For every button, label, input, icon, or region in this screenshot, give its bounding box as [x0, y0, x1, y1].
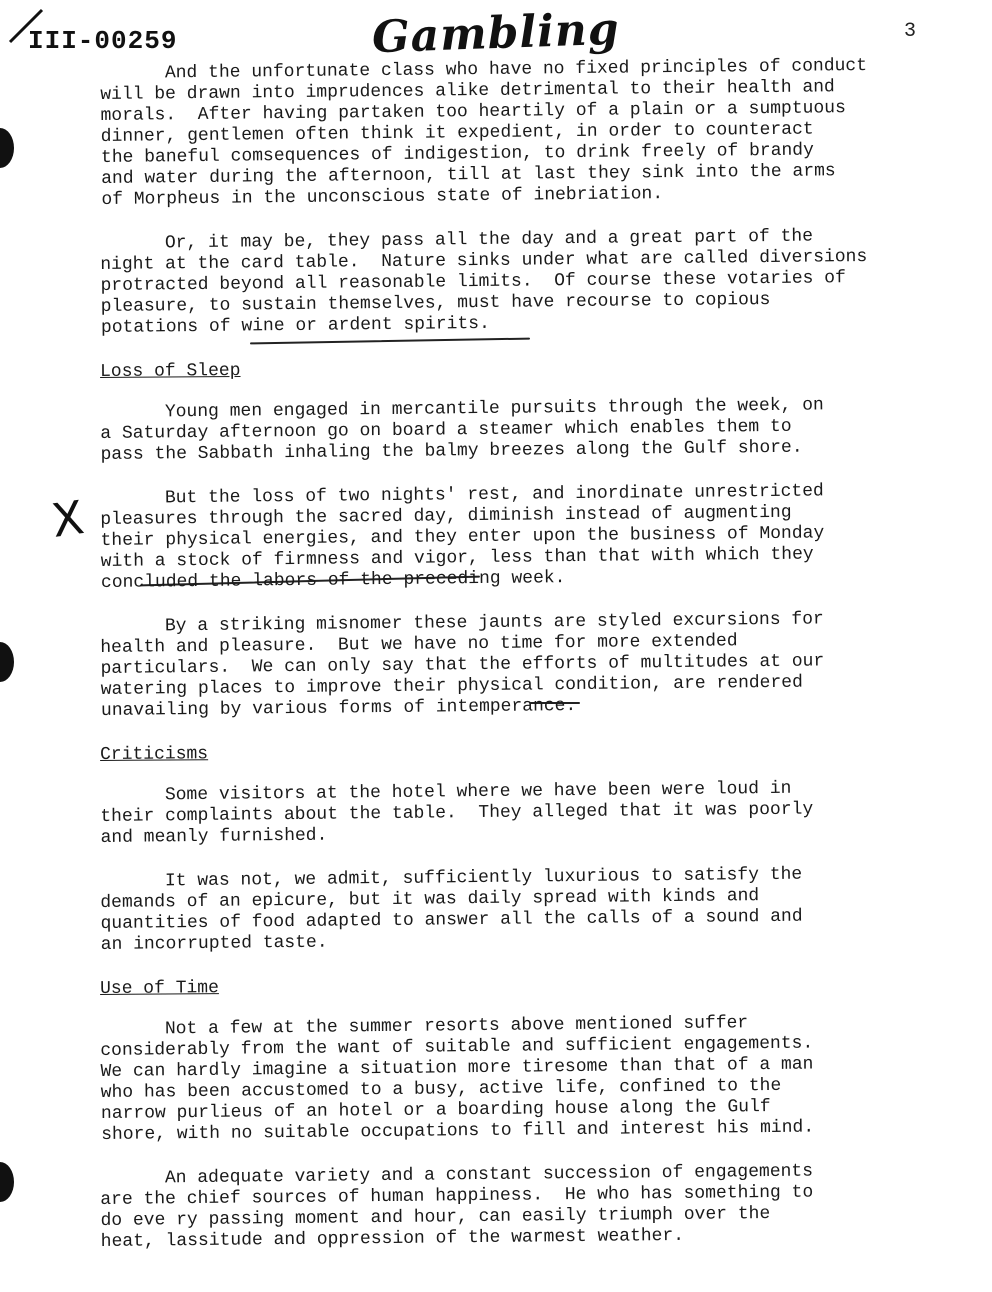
text-line: of Morpheus in the unconscious state of inebriation.: [101, 184, 664, 210]
text-line: By a striking misnomer these jaunts are styled excursions for: [100, 609, 824, 637]
paragraph: [100, 777, 951, 849]
text-line: quantities of food adapted to answer all the calls of a sound and: [100, 906, 803, 934]
text-line: who has been accustomed to a busy, active life, confined to the: [100, 1075, 782, 1103]
text-line: But the loss of two nights' rest, and inordinate unrestricted: [100, 481, 824, 509]
page-number: 3: [904, 20, 917, 43]
text-line: their complaints about the table. They alleged that it was poorly: [100, 799, 814, 827]
text-line: pleasure, to sustain themselves, must have recourse to copious: [100, 289, 771, 317]
text-line: the baneful comsequences of indigestion, to drink freely of brandy: [100, 140, 814, 168]
text-line: concluded the labors of the preceding week.: [100, 568, 566, 593]
text-line: unavailing by various forms of intemperance.: [100, 696, 577, 721]
punch-hole-icon: [0, 642, 14, 682]
text-line: are the chief sources of human happiness. He who has something to: [100, 1182, 814, 1210]
text-line: Some visitors at the hotel where we have been were loud in: [100, 778, 792, 806]
text-line: dinner, gentlemen often think it expedient, in order to counteract: [100, 119, 814, 147]
text-line: and water during the afternoon, till at last they sink into the arms: [101, 161, 836, 189]
paragraph: [100, 863, 951, 956]
punch-hole-icon: [0, 128, 14, 168]
text-line: potations of wine or ardent spirits.: [100, 313, 490, 338]
section-heading: Criticisms: [100, 744, 209, 765]
section-heading: Loss of Sleep: [100, 361, 241, 382]
text-line: We can hardly imagine a situation more tiresome than that of a man: [100, 1054, 814, 1082]
paragraph: [100, 480, 951, 594]
handwritten-title: Gambling: [371, 3, 621, 64]
text-line: morals. After having partaken too heartily of a plain or a sumptuous: [100, 98, 846, 126]
paragraph: [100, 394, 951, 466]
text-line: demands of an epicure, but it was daily spread with kinds and: [100, 886, 760, 913]
text-line: heat, lassitude and oppression of the warmest weather.: [100, 1225, 685, 1252]
margin-x-mark: X: [48, 490, 88, 548]
text-line: night at the card table. Nature sinks under what are called diversions: [100, 246, 868, 275]
paragraph: [100, 1011, 951, 1146]
text-line: a Saturday afternoon go on board a steamer which enables them to: [100, 416, 792, 444]
text-line: pleasures through the sacred day, diminish instead of augmenting: [100, 502, 792, 530]
punch-hole-icon: [0, 1162, 14, 1202]
text-line: and meanly furnished.: [100, 825, 328, 848]
text-line: shore, with no suitable occupations to fill and interest his mind.: [101, 1117, 815, 1145]
text-line: with a stock of firmness and vigor, less than that with which they: [100, 544, 814, 572]
text-line: narrow purlieus of an hotel or a boarding house along the Gulf: [100, 1096, 771, 1124]
text-line: health and pleasure. But we have no time for more extended: [100, 631, 738, 658]
paragraph: [100, 1160, 951, 1253]
paragraph: [100, 225, 951, 339]
text-line: do eve ry passing moment and hour, can easily triumph over the: [100, 1203, 771, 1231]
text-line: An adequate variety and a constant succession of engagements: [100, 1161, 814, 1189]
text-line: their physical energies, and they enter upon the business of Monday: [100, 523, 825, 551]
document-id: III-00259: [28, 26, 178, 56]
text-line: Not a few at the summer resorts above mentioned suffer: [100, 1013, 749, 1040]
text-line: will be drawn into imprudences alike detrimental to their health and: [100, 77, 835, 105]
text-line: particulars. We can only say that the efforts of multitudes at our: [100, 651, 825, 679]
paragraph: [100, 55, 951, 211]
text-line: watering places to improve their physical condition, are rendered: [100, 672, 803, 700]
text-line: pass the Sabbath inhaling the balmy breezes along the Gulf shore.: [100, 437, 803, 465]
text-line: Or, it may be, they pass all the day and a great part of the: [100, 226, 814, 254]
text-line: And the unfortunate class who have no fixed principles of conduct: [100, 55, 868, 84]
text-line: It was not, we admit, sufficiently luxurious to satisfy the: [100, 864, 803, 892]
text-line: considerably from the want of suitable and sufficient engagements.: [100, 1033, 814, 1061]
text-line: protracted beyond all reasonable limits. Of course these votaries of: [100, 268, 846, 296]
paragraph: [100, 608, 951, 722]
section-heading: Use of Time: [100, 978, 219, 999]
document-body: [100, 55, 950, 1276]
text-line: an incorrupted taste.: [100, 932, 328, 955]
text-line: Young men engaged in mercantile pursuits through the week, on: [100, 395, 824, 423]
